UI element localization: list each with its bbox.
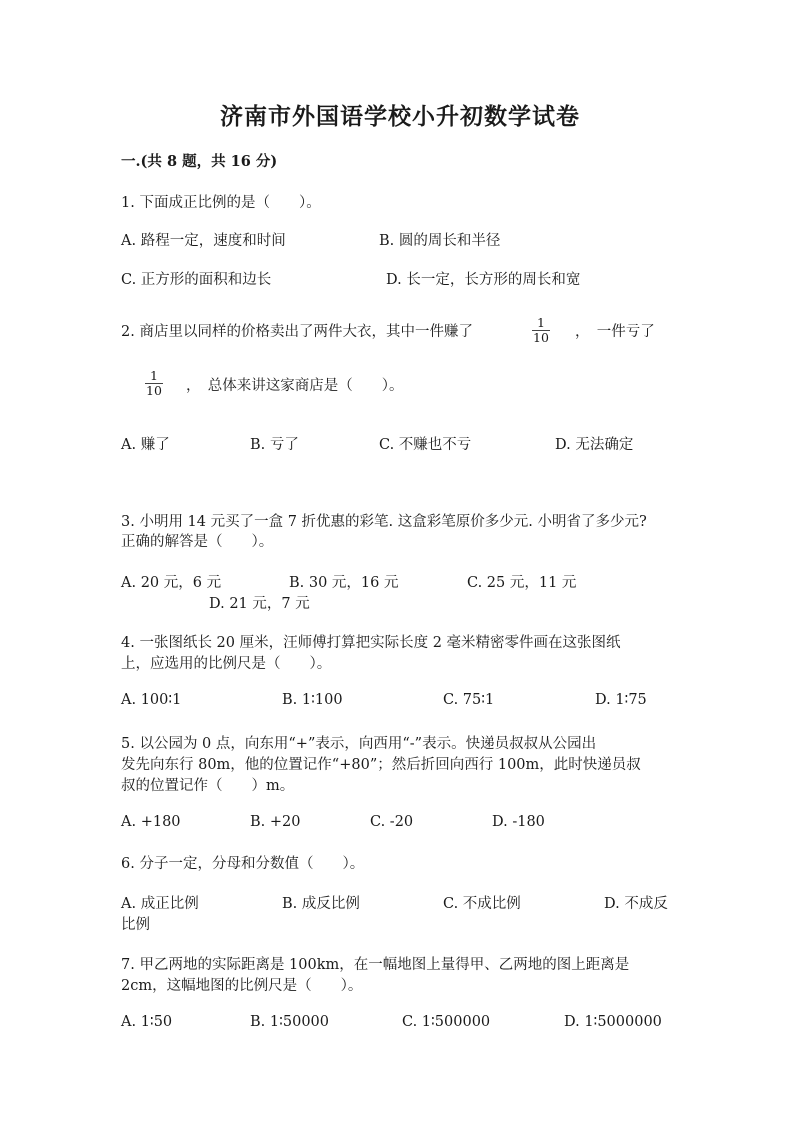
fraction-one-tenth — [145, 369, 163, 398]
question-2-stem-line2: ， 总体来讲这家商店是（ ）。 — [186, 378, 404, 394]
question-1-option-a: A. 路程一定，速度和时间 — [121, 233, 286, 249]
question-4-option-d: D. 1∶75 — [595, 692, 647, 708]
question-7-option-c: C. 1∶500000 — [402, 1014, 491, 1030]
question-1-option-c: C. 正方形的面积和边长 — [121, 272, 272, 288]
question-3-option-b: B. 30 元，16 元 — [289, 575, 399, 591]
question-5-stem-line1: 5. 以公园为 0 点，向东用“+”表示，向西用“-”表示。快递员叔叔从公园出 — [121, 736, 597, 752]
question-6-option-a: A. 成正比例 — [121, 896, 199, 912]
question-5-stem-line2: 发先向东行 80m，他的位置记作“+80”；然后折回向西行 100m，此时快递员叔 — [121, 757, 641, 773]
question-1-option-d: D. 长一定，长方形的周长和宽 — [386, 272, 581, 288]
question-4-option-a: A. 100∶1 — [121, 692, 182, 708]
question-6-option-c: C. 不成比例 — [443, 896, 521, 912]
question-3-option-c: C. 25 元，11 元 — [467, 575, 577, 591]
question-6-stem: 6. 分子一定，分母和分数值（ ）。 — [121, 856, 365, 872]
question-7-option-a: A. 1∶50 — [121, 1014, 173, 1030]
question-7-stem-line1: 7. 甲乙两地的实际距离是 100km，在一幅地图上量得甲、乙两地的图上距离是 — [121, 957, 630, 973]
fraction-denominator: 10 — [533, 330, 549, 345]
question-3-option-a: A. 20 元，6 元 — [121, 575, 222, 591]
question-1-option-b: B. 圆的周长和半径 — [379, 233, 501, 249]
question-6-option-d: D. 不成反 — [604, 896, 668, 912]
fraction-numerator: 1 — [536, 315, 545, 330]
question-6-option-d-wrap: 比例 — [121, 917, 150, 933]
page-title: 济南市外国语学校小升初数学试卷 — [220, 103, 580, 130]
question-4-stem-line1: 4. 一张图纸长 20 厘米，汪师傅打算把实际长度 2 毫米精密零件画在这张图纸 — [121, 635, 621, 651]
question-2-option-c: C. 不赚也不亏 — [379, 437, 472, 453]
question-2-option-a: A. 赚了 — [121, 437, 170, 453]
fraction-one-tenth — [532, 316, 550, 345]
question-2-option-b: B. 亏了 — [250, 437, 299, 453]
section-heading: 一.(共 8 题，共 16 分) — [121, 153, 278, 170]
question-2-option-d: D. 无法确定 — [555, 437, 634, 453]
question-5-option-d: D. -180 — [492, 814, 545, 830]
fraction-numerator: 1 — [149, 368, 158, 383]
question-5-option-a: A. +180 — [121, 814, 181, 830]
question-4-option-c: C. 75∶1 — [443, 692, 495, 708]
fraction-denominator: 10 — [146, 383, 162, 398]
question-7-option-d: D. 1∶5000000 — [564, 1014, 662, 1030]
question-2-stem-line1-tail: ， 一件亏了 — [575, 324, 655, 340]
question-1-stem: 1. 下面成正比例的是（ ）。 — [121, 195, 321, 211]
question-7-stem-line2: 2cm，这幅地图的比例尺是（ ）。 — [121, 978, 363, 994]
question-7-option-b: B. 1∶50000 — [250, 1014, 329, 1030]
question-3-option-d: D. 21 元，7 元 — [209, 596, 310, 612]
question-2-stem-line1: 2. 商店里以同样的价格卖出了两件大衣，其中一件赚了 — [121, 324, 473, 340]
question-4-stem-line2: 上，应选用的比例尺是（ ）。 — [121, 656, 332, 672]
question-5-stem-line3: 叔的位置记作（ ）m。 — [121, 778, 295, 794]
question-3-stem-line1: 3. 小明用 14 元买了一盒 7 折优惠的彩笔. 这盒彩笔原价多少元. 小明省了多少元? — [121, 514, 647, 530]
question-5-option-b: B. +20 — [250, 814, 301, 830]
question-4-option-b: B. 1∶100 — [282, 692, 343, 708]
question-6-option-b: B. 成反比例 — [282, 896, 360, 912]
question-3-stem-line2: 正确的解答是（ ）。 — [121, 534, 274, 550]
question-5-option-c: C. -20 — [370, 814, 414, 830]
